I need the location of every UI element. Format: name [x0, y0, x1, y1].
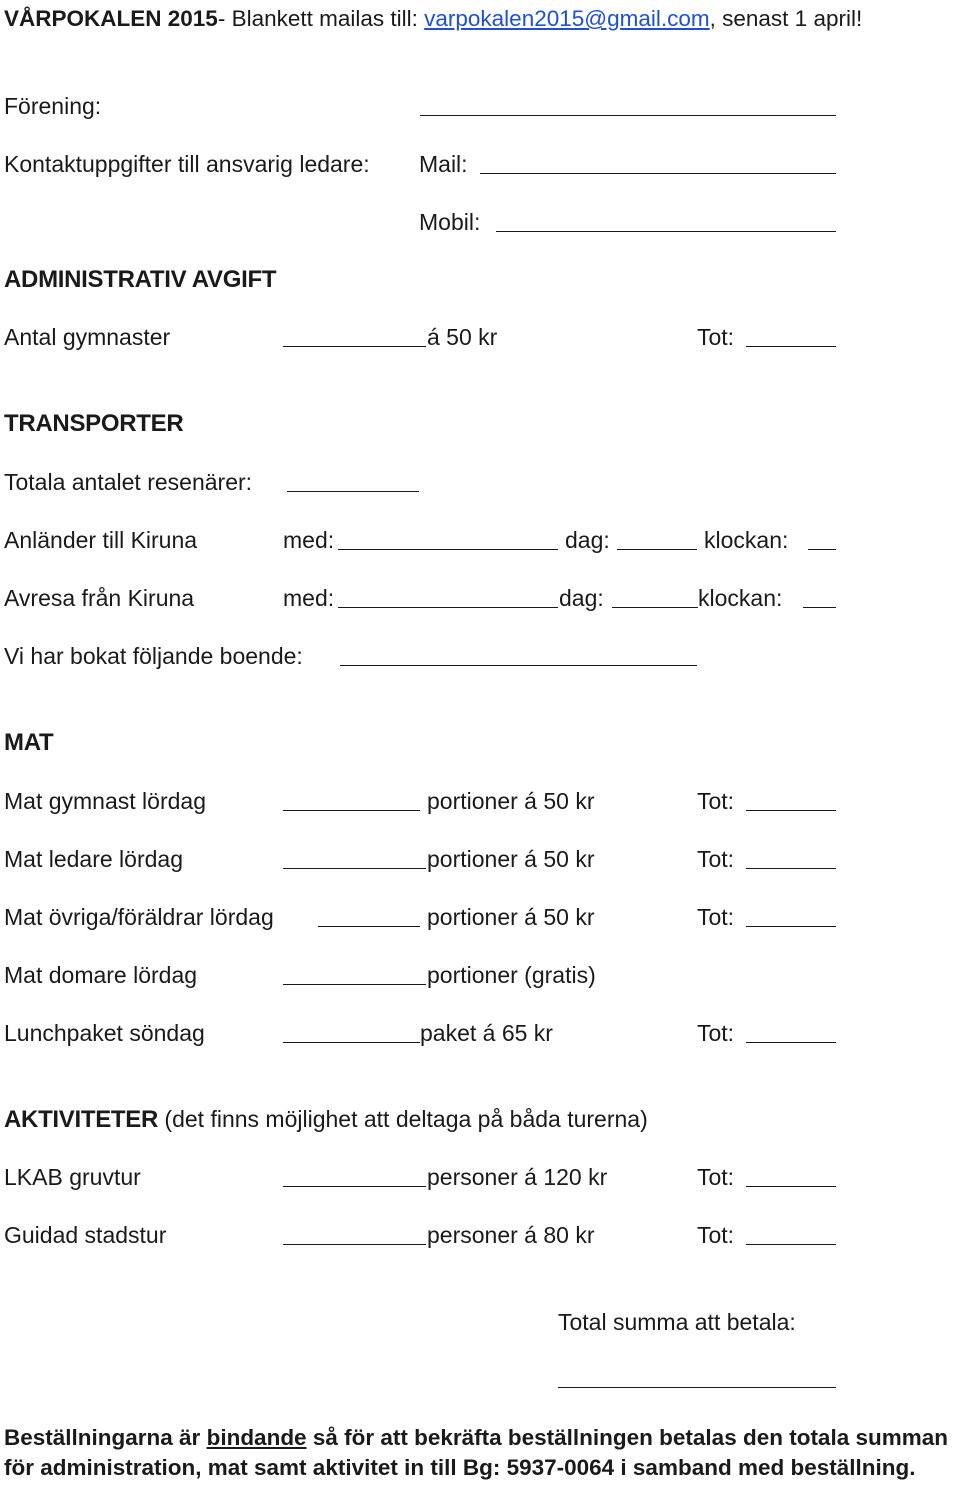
arrive-med-label: med: [283, 527, 335, 553]
food-count-field[interactable] [283, 810, 420, 811]
forening-label: Förening: [4, 93, 102, 119]
admin-tot-field[interactable] [746, 346, 836, 347]
admin-count-field[interactable] [283, 346, 426, 347]
food-tot-label: Tot: [697, 1020, 735, 1046]
terms-bindande: bindande [206, 1425, 307, 1450]
food-row-price: paket á 65 kr [420, 1020, 553, 1046]
activities-heading: AKTIVITETER [4, 1106, 159, 1133]
depart-klockan-label: klockan: [698, 585, 783, 611]
food-row-label: Mat domare lördag [4, 962, 198, 988]
payment-terms [4, 1423, 954, 1482]
food-tot-field[interactable] [746, 810, 836, 811]
activity-count-field[interactable] [283, 1244, 426, 1245]
mail-field[interactable] [480, 173, 836, 174]
food-row-price: portioner (gratis) [427, 962, 596, 988]
total-travellers-label: Totala antalet resenärer: [4, 469, 253, 495]
activity-row-price: personer á 120 kr [427, 1164, 608, 1190]
depart-label: Avresa från Kiruna [4, 585, 195, 611]
activity-tot-field[interactable] [746, 1186, 836, 1187]
admin-label: Antal gymnaster [4, 324, 171, 350]
food-row-price: portioner á 50 kr [427, 904, 595, 930]
food-count-field[interactable] [283, 868, 426, 869]
kontakt-label: Kontaktuppgifter till ansvarig ledare: [4, 151, 370, 177]
mobil-field[interactable] [496, 231, 836, 232]
food-row-price: portioner á 50 kr [427, 846, 595, 872]
food-heading: MAT [4, 729, 54, 756]
mobil-label: Mobil: [419, 209, 481, 235]
admin-heading: ADMINISTRATIV AVGIFT [4, 266, 277, 293]
total-label: Total summa att betala: [558, 1309, 796, 1335]
depart-med-label: med: [283, 585, 335, 611]
depart-klockan-field[interactable] [803, 607, 836, 608]
food-tot-label: Tot: [697, 904, 735, 930]
mail-label: Mail: [419, 151, 468, 177]
activity-tot-label: Tot: [697, 1164, 735, 1190]
terms-part1: Beställningarna är [4, 1425, 207, 1450]
activity-count-field[interactable] [283, 1186, 426, 1187]
forening-field[interactable] [420, 115, 836, 116]
arrive-label: Anländer till Kiruna [4, 527, 198, 553]
food-row-label: Mat ledare lördag [4, 846, 183, 872]
deadline-text: , senast 1 april! [709, 6, 863, 31]
food-row-label: Lunchpaket söndag [4, 1020, 205, 1046]
event-name: VÅRPOKALEN 2015 [4, 6, 218, 31]
food-count-field[interactable] [283, 984, 426, 985]
lodging-field[interactable] [340, 665, 697, 666]
admin-tot-label: Tot: [697, 324, 735, 350]
lodging-label: Vi har bokat följande boende: [4, 643, 303, 669]
food-count-field[interactable] [318, 926, 420, 927]
arrive-klockan-field[interactable] [808, 549, 836, 550]
activity-row-price: personer á 80 kr [427, 1222, 595, 1248]
terms-part2: så för att bekräfta beställningen betalas den totala summan för administration, mat samt aktivitet in till Bg: 5937-0064 i samband med beställning. [4, 1425, 948, 1480]
total-field[interactable] [558, 1387, 836, 1388]
activities-heading-line [4, 1105, 648, 1134]
food-row-price: portioner á 50 kr [427, 788, 595, 814]
activity-tot-label: Tot: [697, 1222, 735, 1248]
activity-row-label: LKAB gruvtur [4, 1164, 141, 1190]
food-row-label: Mat gymnast lördag [4, 788, 206, 814]
food-tot-field[interactable] [746, 926, 836, 927]
arrive-dag-field[interactable] [617, 549, 697, 550]
email-link[interactable]: varpokalen2015@gmail.com [424, 6, 710, 31]
depart-dag-field[interactable] [612, 607, 698, 608]
total-travellers-field[interactable] [287, 491, 419, 492]
food-count-field[interactable] [283, 1042, 420, 1043]
admin-price: á 50 kr [427, 324, 498, 350]
food-tot-field[interactable] [746, 1042, 836, 1043]
form-title [4, 5, 862, 33]
depart-dag-label: dag: [559, 585, 604, 611]
arrive-klockan-label: klockan: [704, 527, 789, 553]
title-instruction: - Blankett mailas till: [217, 6, 425, 31]
depart-med-field[interactable] [338, 607, 558, 608]
activities-note: (det finns möjlighet att deltaga på båda turerna) [158, 1106, 648, 1132]
activity-tot-field[interactable] [746, 1244, 836, 1245]
food-row-label: Mat övriga/föräldrar lördag [4, 904, 274, 930]
food-tot-label: Tot: [697, 846, 735, 872]
activity-row-label: Guidad stadstur [4, 1222, 167, 1248]
food-tot-label: Tot: [697, 788, 735, 814]
arrive-med-field[interactable] [338, 549, 558, 550]
arrive-dag-label: dag: [565, 527, 610, 553]
transport-heading: TRANSPORTER [4, 410, 184, 437]
food-tot-field[interactable] [746, 868, 836, 869]
